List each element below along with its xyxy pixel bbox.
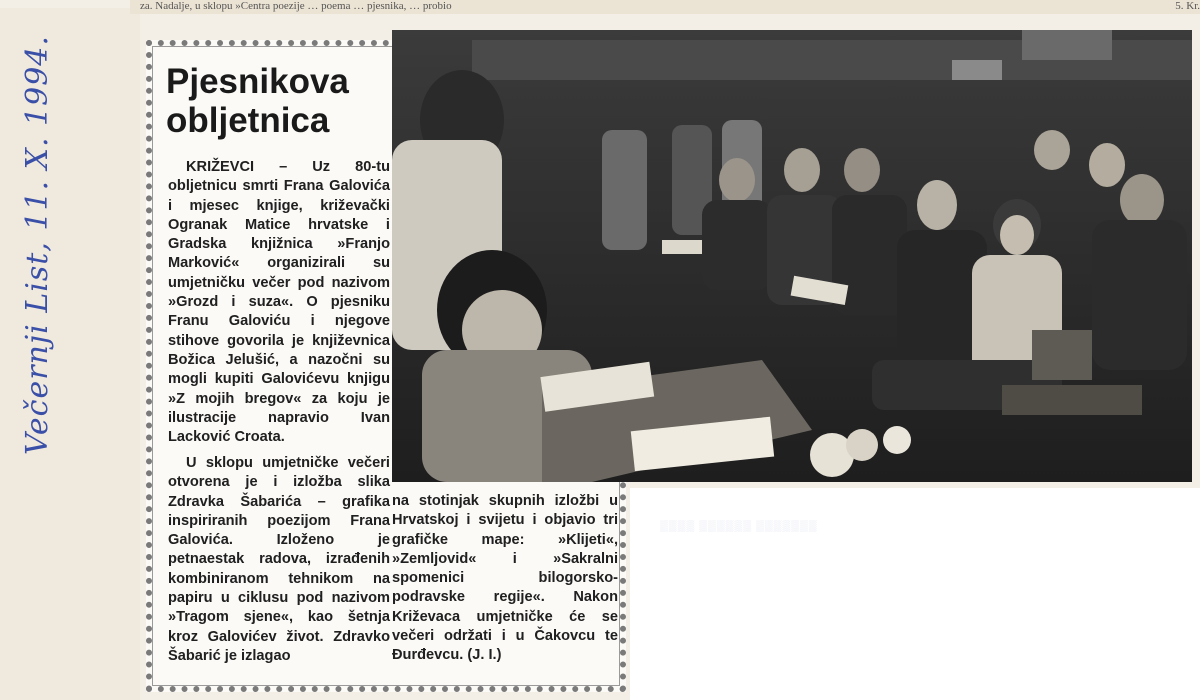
article-paragraph-2: U sklopu umjetničke večeri otvorena je i izložba slika Zdravka Šabarića – grafika inspiriranih poezijom Frana Galovića. Izloženo je petnaestak radova, izrađenih kombiniranom tehnikom na papiru u ciklusu pod nazivom »Tragom sjene«, kao šetnja kroz Galovićev život. Zdravko Šabarić je izlagao [168,455,390,664]
photo-audience-icon [392,30,1192,482]
previous-article-text: za. Nadalje, u sklopu »Centra poezije … poema … pjesnika, … probio [140,0,452,12]
article-paragraph-1: KRIŽEVCI – Uz 80-tu obljetnicu smrti Frana Galovića i mjesec knjige, križevački Ogranak Matice hrvatske i Gradska knjižnica »Franjo Marković« organizirali su umjetničku večer pod nazivom »Grozd i suza«. O pjesniku Franu Galoviću i njegove stihove govorila je književnica Božica Jelušić, a nazočni su mogli kupiti Galovićevu knjigu »Z mojih bregov« za koju je ilustracije napravio Ivan Lacković Croata. [168,159,390,446]
article-headline: Pjesnikova obljetnica [166,62,349,140]
article-paragraph-3: na stotinjak skupnih izložbi u Hrvatskoj i svijetu i objavio tri grafičke mape: »Klijeti«, »Zemljovid« i »Sakralni spomenici bilogorsko-podravske regije«. Nakon Križevaca umjetničke će se večeri održati i u Čakovcu te Đurđevcu. (J. I.) [392,493,618,664]
bleed-through-mark: ▒▒▒▒ ▒▒▒▒▒▒ ▒▒▒▒▒▒▒ [660,520,818,532]
previous-article-right-text: 5. Kr. [1175,0,1200,12]
article-column-2 [392,492,618,666]
article-column-1-bottom [168,454,390,666]
article-photo [392,30,1192,482]
previous-article-strip [130,0,1200,14]
handwritten-source-note: Večernji List, 11. X. 1994. [20,35,55,455]
article-column-1-top [168,158,390,447]
